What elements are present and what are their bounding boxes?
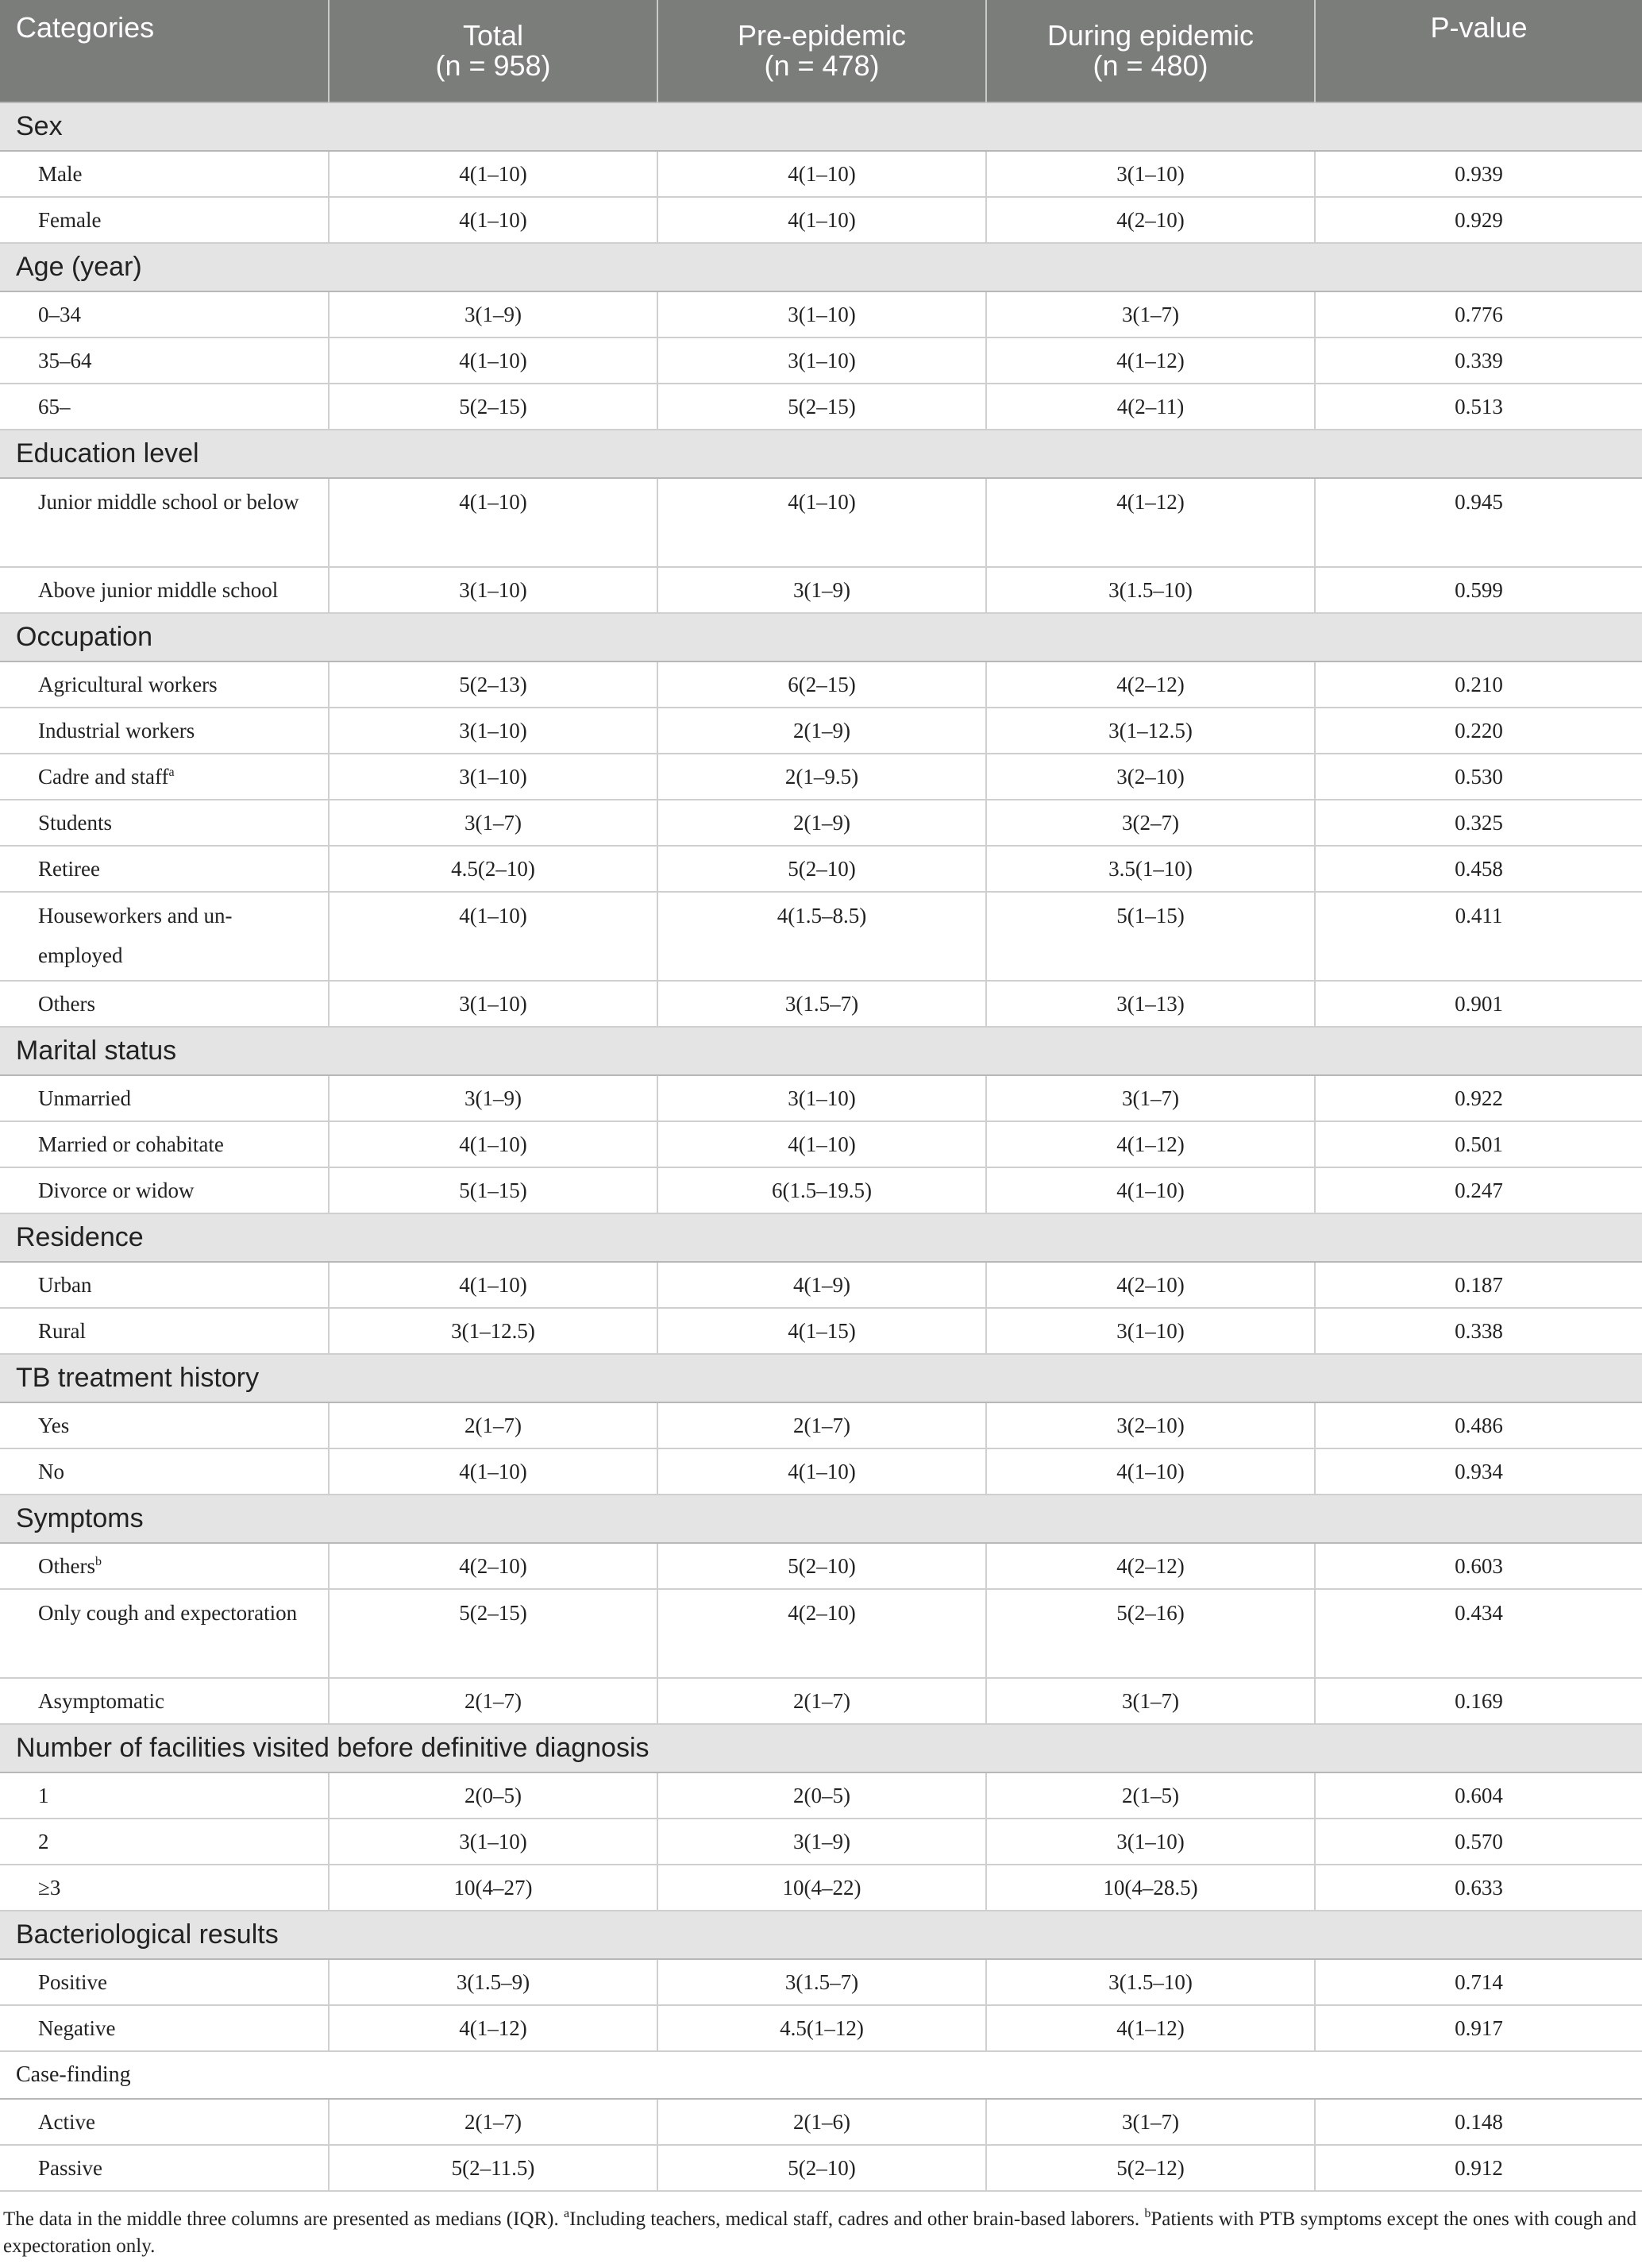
cell-p-value: 0.339 (1315, 338, 1642, 384)
cell-total: 5(2–13) (329, 662, 657, 708)
row-label: Rural (0, 1308, 329, 1354)
cell-p-value: 0.411 (1315, 892, 1642, 981)
row-label: Negative (0, 2005, 329, 2051)
row-label: Students (0, 800, 329, 846)
cell-p-value: 0.939 (1315, 151, 1642, 197)
table-row (0, 1308, 1642, 1354)
cell-total: 5(2–15) (329, 384, 657, 430)
cell-pre-epidemic: 4(1–10) (657, 1448, 986, 1495)
cell-total: 4.5(2–10) (329, 846, 657, 892)
cell-p-value: 0.458 (1315, 846, 1642, 892)
footnote-marker-a: a (564, 2207, 570, 2220)
section-header-row (0, 430, 1642, 478)
cell-p-value: 0.934 (1315, 1448, 1642, 1495)
cell-during-epidemic: 3(2–7) (986, 800, 1315, 846)
cell-total: 3(1–9) (329, 1075, 657, 1121)
row-label: 0–34 (0, 291, 329, 338)
cell-total: 2(1–7) (329, 1402, 657, 1448)
row-label: Only cough and expectoration (0, 1589, 329, 1678)
cell-p-value: 0.945 (1315, 478, 1642, 567)
cell-total: 5(2–11.5) (329, 2145, 657, 2191)
cell-pre-epidemic: 4(1–10) (657, 1121, 986, 1167)
section-title: Symptoms (0, 1495, 1642, 1543)
cell-during-epidemic: 3(2–10) (986, 754, 1315, 800)
cell-total: 3(1–12.5) (329, 1308, 657, 1354)
row-label: Yes (0, 1402, 329, 1448)
row-label: Female (0, 197, 329, 243)
cell-pre-epidemic: 4.5(1–12) (657, 2005, 986, 2051)
section-header-row (0, 1027, 1642, 1075)
section-header-row (0, 1354, 1642, 1402)
header-p-value: P-value (1315, 0, 1642, 102)
cell-pre-epidemic: 3(1–10) (657, 338, 986, 384)
cell-pre-epidemic: 5(2–10) (657, 846, 986, 892)
table-row (0, 1167, 1642, 1213)
table-footnote (3, 2206, 1639, 2260)
cell-during-epidemic: 3(1–10) (986, 151, 1315, 197)
cell-pre-epidemic: 2(1–7) (657, 1402, 986, 1448)
cell-pre-epidemic: 4(1–9) (657, 1262, 986, 1308)
cell-pre-epidemic: 2(1–9.5) (657, 754, 986, 800)
row-label: 35–64 (0, 338, 329, 384)
cell-p-value: 0.220 (1315, 708, 1642, 754)
table-row (0, 1959, 1642, 2005)
table-row (0, 1819, 1642, 1865)
section-header-row (0, 243, 1642, 291)
cell-during-epidemic: 3(1–7) (986, 2099, 1315, 2145)
row-label: Passive (0, 2145, 329, 2191)
table-row (0, 384, 1642, 430)
cell-total: 4(1–10) (329, 1121, 657, 1167)
cell-during-epidemic: 5(2–16) (986, 1589, 1315, 1678)
cell-during-epidemic: 4(2–12) (986, 1543, 1315, 1589)
cell-total: 2(1–7) (329, 2099, 657, 2145)
cell-p-value: 0.917 (1315, 2005, 1642, 2051)
cell-total: 2(1–7) (329, 1678, 657, 1724)
cell-during-epidemic: 2(1–5) (986, 1772, 1315, 1819)
table-row (0, 846, 1642, 892)
cell-during-epidemic: 3(1–12.5) (986, 708, 1315, 754)
cell-total: 2(0–5) (329, 1772, 657, 1819)
cell-pre-epidemic: 5(2–15) (657, 384, 986, 430)
header-row (0, 0, 1642, 102)
section-header-row (0, 1724, 1642, 1772)
header-categories: Categories (0, 0, 329, 102)
row-label (0, 1543, 329, 1589)
row-label: Houseworkers and un-employed (0, 892, 329, 981)
table-row (0, 754, 1642, 800)
cell-p-value: 0.929 (1315, 197, 1642, 243)
table-row (0, 197, 1642, 243)
section-title: Case-finding (0, 2051, 1642, 2099)
cell-during-epidemic: 3(1–10) (986, 1819, 1315, 1865)
section-header-row (0, 1495, 1642, 1543)
cell-total: 4(1–10) (329, 478, 657, 567)
cell-during-epidemic: 3(1–10) (986, 1308, 1315, 1354)
row-label: Agricultural workers (0, 662, 329, 708)
cell-during-epidemic: 3(1–7) (986, 1075, 1315, 1121)
section-header-row (0, 2051, 1642, 2099)
cell-total: 5(2–15) (329, 1589, 657, 1678)
cell-during-epidemic: 4(2–12) (986, 662, 1315, 708)
cell-during-epidemic: 4(1–10) (986, 1448, 1315, 1495)
cell-pre-epidemic: 10(4–22) (657, 1865, 986, 1911)
row-label: 1 (0, 1772, 329, 1819)
cell-pre-epidemic: 3(1–9) (657, 567, 986, 613)
cell-total: 3(1–9) (329, 291, 657, 338)
cell-during-epidemic: 3(1–7) (986, 291, 1315, 338)
cell-total: 4(1–10) (329, 1262, 657, 1308)
header-during-label: During epidemic (1046, 19, 1255, 52)
table-row (0, 2005, 1642, 2051)
cell-pre-epidemic: 4(1.5–8.5) (657, 892, 986, 981)
section-title: Education level (0, 430, 1642, 478)
cell-pre-epidemic: 3(1–10) (657, 291, 986, 338)
cell-total: 3(1–10) (329, 1819, 657, 1865)
cell-total: 3(1.5–9) (329, 1959, 657, 2005)
table-header (0, 0, 1642, 102)
cell-total: 10(4–27) (329, 1865, 657, 1911)
cell-total: 4(2–10) (329, 1543, 657, 1589)
footnote-marker-b: b (1144, 2207, 1151, 2220)
table-row (0, 1262, 1642, 1308)
cell-p-value: 0.530 (1315, 754, 1642, 800)
cell-during-epidemic: 10(4–28.5) (986, 1865, 1315, 1911)
cell-total: 5(1–15) (329, 1167, 657, 1213)
cell-pre-epidemic: 2(1–9) (657, 708, 986, 754)
cell-total: 3(1–7) (329, 800, 657, 846)
cell-during-epidemic: 3(2–10) (986, 1402, 1315, 1448)
header-total (329, 0, 657, 102)
cell-total: 4(1–10) (329, 1448, 657, 1495)
table-row (0, 1543, 1642, 1589)
cell-p-value: 0.148 (1315, 2099, 1642, 2145)
table-row (0, 2099, 1642, 2145)
cell-p-value: 0.187 (1315, 1262, 1642, 1308)
header-pre-epidemic (657, 0, 986, 102)
cell-p-value: 0.604 (1315, 1772, 1642, 1819)
cell-total: 4(1–10) (329, 338, 657, 384)
row-label: Asymptomatic (0, 1678, 329, 1724)
table-row (0, 800, 1642, 846)
cell-p-value: 0.599 (1315, 567, 1642, 613)
cell-pre-epidemic: 2(1–9) (657, 800, 986, 846)
section-header-row (0, 613, 1642, 662)
row-label: Industrial workers (0, 708, 329, 754)
cell-during-epidemic: 5(2–12) (986, 2145, 1315, 2191)
header-pre-label: Pre-epidemic (737, 19, 907, 52)
row-label (0, 754, 329, 800)
table-row (0, 338, 1642, 384)
row-label: 2 (0, 1819, 329, 1865)
table-row (0, 1075, 1642, 1121)
table-row (0, 2145, 1642, 2191)
cell-p-value: 0.486 (1315, 1402, 1642, 1448)
section-title: Age (year) (0, 243, 1642, 291)
table-row (0, 1589, 1642, 1678)
row-label: Above junior middle school (0, 567, 329, 613)
section-title: Occupation (0, 613, 1642, 662)
table-row (0, 478, 1642, 567)
table-row (0, 567, 1642, 613)
cell-total: 4(1–12) (329, 2005, 657, 2051)
row-label-text: Others (38, 1554, 95, 1578)
cell-pre-epidemic: 4(2–10) (657, 1589, 986, 1678)
cell-pre-epidemic: 3(1.5–7) (657, 981, 986, 1027)
table-row (0, 708, 1642, 754)
cell-p-value: 0.501 (1315, 1121, 1642, 1167)
cell-total: 3(1–10) (329, 708, 657, 754)
cell-during-epidemic: 3(1–13) (986, 981, 1315, 1027)
table-row (0, 1678, 1642, 1724)
table-row (0, 1865, 1642, 1911)
table-row (0, 1121, 1642, 1167)
cell-p-value: 0.325 (1315, 800, 1642, 846)
table-row (0, 1402, 1642, 1448)
cell-pre-epidemic: 5(2–10) (657, 2145, 986, 2191)
cell-pre-epidemic: 2(0–5) (657, 1772, 986, 1819)
cell-during-epidemic: 4(2–10) (986, 1262, 1315, 1308)
cell-pre-epidemic: 4(1–10) (657, 197, 986, 243)
cell-p-value: 0.513 (1315, 384, 1642, 430)
cell-total: 3(1–10) (329, 981, 657, 1027)
row-label-text: Cadre and staff (38, 765, 169, 789)
row-label: 65– (0, 384, 329, 430)
cell-during-epidemic: 4(1–12) (986, 478, 1315, 567)
row-label: Male (0, 151, 329, 197)
cell-during-epidemic: 4(1–12) (986, 1121, 1315, 1167)
row-label: Active (0, 2099, 329, 2145)
table-row (0, 151, 1642, 197)
section-header-row (0, 1911, 1642, 1959)
cell-p-value: 0.714 (1315, 1959, 1642, 2005)
cell-during-epidemic: 4(2–11) (986, 384, 1315, 430)
cell-during-epidemic: 3(1–7) (986, 1678, 1315, 1724)
table-row (0, 662, 1642, 708)
row-label: Positive (0, 1959, 329, 2005)
cell-p-value: 0.633 (1315, 1865, 1642, 1911)
row-label: Divorce or widow (0, 1167, 329, 1213)
cell-pre-epidemic: 3(1–10) (657, 1075, 986, 1121)
header-during-epidemic (986, 0, 1315, 102)
cell-during-epidemic: 4(1–10) (986, 1167, 1315, 1213)
section-title: Residence (0, 1213, 1642, 1262)
cell-pre-epidemic: 4(1–10) (657, 478, 986, 567)
header-pre-n: (n = 478) (764, 49, 880, 82)
cell-during-epidemic: 5(1–15) (986, 892, 1315, 981)
cell-p-value: 0.338 (1315, 1308, 1642, 1354)
cell-total: 4(1–10) (329, 892, 657, 981)
cell-pre-epidemic: 2(1–7) (657, 1678, 986, 1724)
cell-during-epidemic: 4(1–12) (986, 338, 1315, 384)
cell-during-epidemic: 4(1–12) (986, 2005, 1315, 2051)
section-title: Bacteriological results (0, 1911, 1642, 1959)
table-body (0, 102, 1642, 2191)
cell-during-epidemic: 4(2–10) (986, 197, 1315, 243)
table-row (0, 291, 1642, 338)
section-header-row (0, 102, 1642, 151)
cell-pre-epidemic: 6(2–15) (657, 662, 986, 708)
section-title: Marital status (0, 1027, 1642, 1075)
section-header-row (0, 1213, 1642, 1262)
cell-during-epidemic: 3(1.5–10) (986, 1959, 1315, 2005)
table-row (0, 981, 1642, 1027)
footnote-text-3: Patients with PTB symptoms except the ones with cough and expectoration only. (3, 2208, 1637, 2257)
cell-p-value: 0.247 (1315, 1167, 1642, 1213)
table-row (0, 1772, 1642, 1819)
cell-pre-epidemic: 3(1.5–7) (657, 1959, 986, 2005)
cell-pre-epidemic: 2(1–6) (657, 2099, 986, 2145)
cell-p-value: 0.434 (1315, 1589, 1642, 1678)
header-total-n: (n = 958) (435, 49, 551, 82)
table-row (0, 1448, 1642, 1495)
cell-total: 4(1–10) (329, 197, 657, 243)
cell-during-epidemic: 3.5(1–10) (986, 846, 1315, 892)
cell-p-value: 0.169 (1315, 1678, 1642, 1724)
cell-during-epidemic: 3(1.5–10) (986, 567, 1315, 613)
footnote-text-2: Including teachers, medical staff, cadres and other brain-based laborers. (569, 2208, 1145, 2230)
header-during-n: (n = 480) (1093, 49, 1208, 82)
header-total-label: Total (462, 19, 524, 52)
footnote-text-1: The data in the middle three columns are presented as medians (IQR). (3, 2208, 565, 2230)
cell-total: 3(1–10) (329, 567, 657, 613)
row-label: Married or cohabitate (0, 1121, 329, 1167)
cell-p-value: 0.603 (1315, 1543, 1642, 1589)
row-label: Others (0, 981, 329, 1027)
cell-total: 3(1–10) (329, 754, 657, 800)
footnote-marker: b (94, 1555, 102, 1568)
section-title: TB treatment history (0, 1354, 1642, 1402)
cell-p-value: 0.901 (1315, 981, 1642, 1027)
cell-pre-epidemic: 4(1–10) (657, 151, 986, 197)
row-label: No (0, 1448, 329, 1495)
cell-total: 4(1–10) (329, 151, 657, 197)
cell-p-value: 0.912 (1315, 2145, 1642, 2191)
footnote-marker: a (168, 766, 175, 779)
row-label: Junior middle school or below (0, 478, 329, 567)
cell-pre-epidemic: 3(1–9) (657, 1819, 986, 1865)
row-label: Retiree (0, 846, 329, 892)
cell-p-value: 0.776 (1315, 291, 1642, 338)
cell-p-value: 0.210 (1315, 662, 1642, 708)
section-title: Number of facilities visited before definitive diagnosis (0, 1724, 1642, 1772)
row-label: Urban (0, 1262, 329, 1308)
cell-p-value: 0.922 (1315, 1075, 1642, 1121)
cell-pre-epidemic: 5(2–10) (657, 1543, 986, 1589)
cell-pre-epidemic: 6(1.5–19.5) (657, 1167, 986, 1213)
cell-p-value: 0.570 (1315, 1819, 1642, 1865)
section-title: Sex (0, 102, 1642, 151)
row-label: ≥3 (0, 1865, 329, 1911)
row-label: Unmarried (0, 1075, 329, 1121)
cell-pre-epidemic: 4(1–15) (657, 1308, 986, 1354)
table-row (0, 892, 1642, 981)
